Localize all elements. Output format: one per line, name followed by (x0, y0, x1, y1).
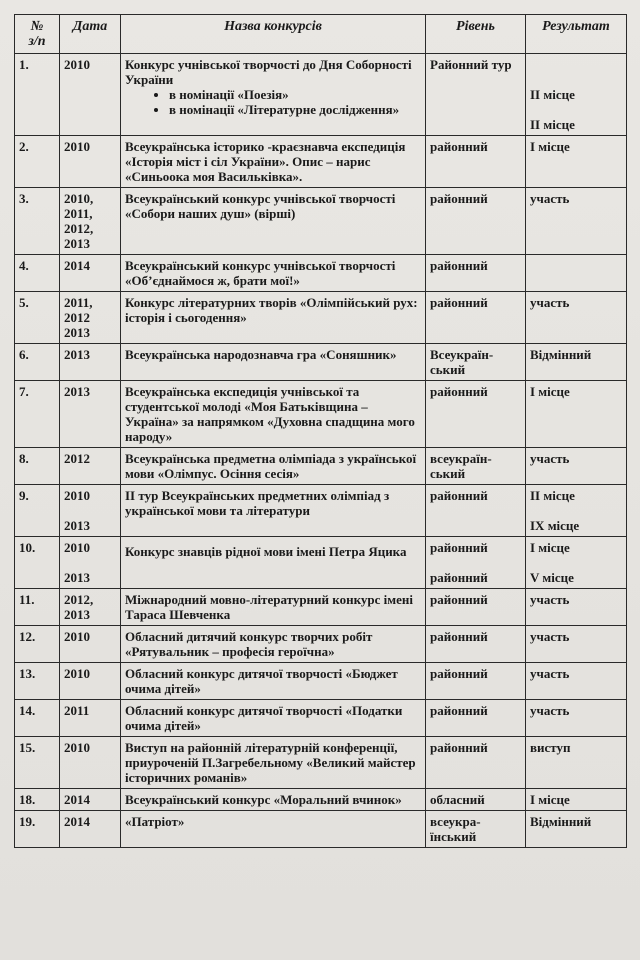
table-row (15, 188, 627, 255)
row-result: ІІ місце ІІ місце (526, 54, 627, 136)
row-date: 2013 (60, 344, 121, 381)
table-row (15, 381, 627, 448)
row-level: районний (426, 626, 526, 663)
row-result: участь (526, 663, 627, 700)
row-name: Обласний конкурс дитячої творчості «Податки очима дітей» (121, 700, 426, 737)
row-date: 2010 2013 (60, 485, 121, 537)
row-date: 2010 (60, 54, 121, 136)
row-name: Всеукраїнський конкурс учнівської творчості «Собори наших душ» (вірші) (121, 188, 426, 255)
row-number: 18. (15, 789, 60, 811)
row-date: 2010 (60, 136, 121, 188)
row-result: І місце (526, 789, 627, 811)
row-date: 2010 (60, 663, 121, 700)
table-row (15, 589, 627, 626)
row-date: 2014 (60, 811, 121, 848)
table-header-row (15, 15, 627, 54)
row-date: 2012, 2013 (60, 589, 121, 626)
row-name: Всеукраїнська предметна олімпіада з української мови «Олімпус. Осіння сесія» (121, 448, 426, 485)
row-name: Всеукраїнський конкурс учнівської творчості «Об’єднаймося ж, брати мої!» (121, 255, 426, 292)
row-name: Всеукраїнський конкурс «Моральний вчинок» (121, 789, 426, 811)
row-number: 13. (15, 663, 60, 700)
row-level: районний (426, 589, 526, 626)
row-number: 14. (15, 700, 60, 737)
competitions-table (14, 14, 627, 848)
row-result: ІІ місце ІХ місце (526, 485, 627, 537)
row-number: 3. (15, 188, 60, 255)
row-number: 9. (15, 485, 60, 537)
table-row (15, 292, 627, 344)
row-result: участь (526, 700, 627, 737)
row-number: 12. (15, 626, 60, 663)
table-row (15, 737, 627, 789)
nomination-item: • в номінації «Літературне дослідження» (169, 102, 421, 117)
row-level: районний (426, 188, 526, 255)
row-number: 6. (15, 344, 60, 381)
row-level: всеукра-їнський (426, 811, 526, 848)
row-result: участь (526, 626, 627, 663)
header-date: Дата (60, 15, 121, 54)
row-level: районний (426, 136, 526, 188)
table-row (15, 485, 627, 537)
table-row (15, 811, 627, 848)
row-level: обласний (426, 789, 526, 811)
row-date: 2011 (60, 700, 121, 737)
nomination-list (125, 87, 421, 117)
table-row (15, 255, 627, 292)
row-number: 8. (15, 448, 60, 485)
row-result: виступ (526, 737, 627, 789)
row-level: районний (426, 381, 526, 448)
table-row (15, 700, 627, 737)
row-level: Районний тур (426, 54, 526, 136)
table-row (15, 448, 627, 485)
row-date: 2010 (60, 626, 121, 663)
row-number: 11. (15, 589, 60, 626)
row-name: Всеукраїнська історико -краєзнавча експедиція «Історія міст і сіл України». Опис – нарис «Синьоока моя Васильківка». (121, 136, 426, 188)
row-result: Відмінний (526, 811, 627, 848)
header-number: № з/п (15, 15, 60, 54)
row-name: Всеукраїнська експедиція учнівської та студентської молоді «Моя Батьківщина – Україна» за напрямком «Духовна спадщина мого народу» (121, 381, 426, 448)
table-row (15, 626, 627, 663)
row-result: участь (526, 589, 627, 626)
row-level: всеукраїн-ський (426, 448, 526, 485)
row-number: 7. (15, 381, 60, 448)
row-level: районний (426, 292, 526, 344)
row-level: районний (426, 700, 526, 737)
row-date: 2010, 2011, 2012, 2013 (60, 188, 121, 255)
row-name: Всеукраїнська народознавча гра «Соняшник» (121, 344, 426, 381)
row-name: ІІ тур Всеукраїнських предметних олімпіад з української мови та літератури (121, 485, 426, 537)
table-row (15, 344, 627, 381)
row-number: 10. (15, 537, 60, 589)
table-row (15, 136, 627, 188)
row-result: Відмінний (526, 344, 627, 381)
row-name: Конкурс літературних творів «Олімпійський рух: історія і сьогодення» (121, 292, 426, 344)
row-level: районний (426, 255, 526, 292)
row-number: 2. (15, 136, 60, 188)
row-name: Конкурс знавців рідної мови імені Петра Яцика (121, 537, 426, 589)
header-level: Рівень (426, 15, 526, 54)
row-date: 2012 (60, 448, 121, 485)
row-number: 5. (15, 292, 60, 344)
row-level: районний (426, 485, 526, 537)
row-number: 1. (15, 54, 60, 136)
row-level: районний (426, 663, 526, 700)
row-name: Виступ на районній літературній конференції, приуроченій П.Загребельному «Великий майстер історичних романів» (121, 737, 426, 789)
row-level: районний (426, 737, 526, 789)
row-result: участь (526, 188, 627, 255)
row-number: 15. (15, 737, 60, 789)
nomination-item: • в номінації «Поезія» (169, 87, 421, 102)
row-date: 2014 (60, 789, 121, 811)
row-number: 4. (15, 255, 60, 292)
header-name: Назва конкурсів (121, 15, 426, 54)
row-result: І місце V місце (526, 537, 627, 589)
row-date: 2014 (60, 255, 121, 292)
row-result: участь (526, 448, 627, 485)
row-level: Всеукраїн-ський (426, 344, 526, 381)
row-number: 19. (15, 811, 60, 848)
table-row (15, 54, 627, 136)
row-name: Обласний конкурс дитячої творчості «Бюджет очима дітей» (121, 663, 426, 700)
row-result: участь (526, 292, 627, 344)
header-result: Результат (526, 15, 627, 54)
row-date: 2010 (60, 737, 121, 789)
table-row (15, 663, 627, 700)
row-result: І місце (526, 136, 627, 188)
row-result (526, 255, 627, 292)
table-row (15, 789, 627, 811)
row-result: І місце (526, 381, 627, 448)
row-date: 2013 (60, 381, 121, 448)
row-name: Міжнародний мовно-літературний конкурс імені Тараса Шевченка (121, 589, 426, 626)
row-level: районний районний (426, 537, 526, 589)
table-row (15, 537, 627, 589)
row-name: Конкурс учнівської творчості до Дня Соборності України • в номінації «Поезія» • в номінації «Літературне дослідження» (121, 54, 426, 136)
row-name: Обласний дитячий конкурс творчих робіт «Рятувальник – професія героїчна» (121, 626, 426, 663)
row-date: 2010 2013 (60, 537, 121, 589)
row-name: «Патріот» (121, 811, 426, 848)
row-date: 2011, 2012 2013 (60, 292, 121, 344)
